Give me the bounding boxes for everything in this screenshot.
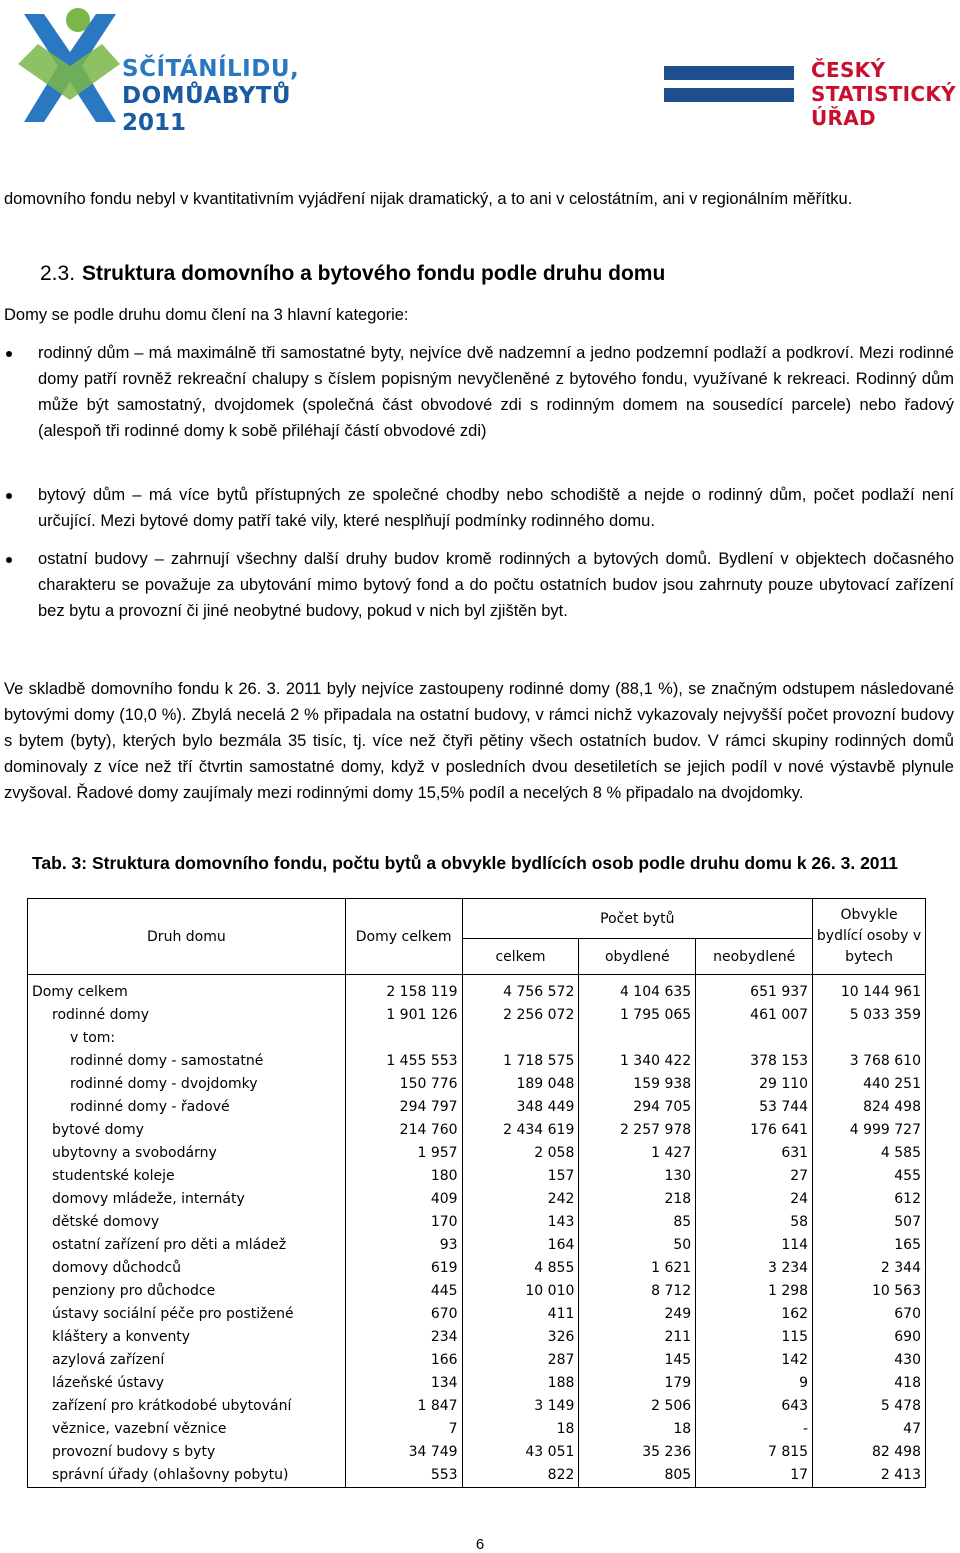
czso-logo <box>664 58 954 130</box>
census-x-icon <box>12 4 122 134</box>
row-label: domovy důchodců <box>28 1257 346 1280</box>
cell-value: 143 <box>462 1211 579 1234</box>
cell-value: 2 434 619 <box>462 1119 579 1142</box>
section-number: 2.3. <box>40 262 76 285</box>
row-label: lázeňské ústavy <box>28 1372 346 1395</box>
cell-value: 805 <box>579 1464 696 1488</box>
row-label: ostatní zařízení pro děti a mládež <box>28 1234 346 1257</box>
cell-value: 2 158 119 <box>345 975 462 1005</box>
table-row <box>28 1004 926 1027</box>
cell-value: 670 <box>813 1303 926 1326</box>
cell-value: 1 957 <box>345 1142 462 1165</box>
cell-value: 631 <box>696 1142 813 1165</box>
intro-paragraph: domovního fondu nebyl v kvantitativním vyjádření nijak dramatický, a to ani v celostátním, ani v regionálním měřítku. <box>4 190 853 208</box>
cell-value: 242 <box>462 1188 579 1211</box>
cell-value: 1 427 <box>579 1142 696 1165</box>
cell-value: 1 621 <box>579 1257 696 1280</box>
table-row <box>28 1073 926 1096</box>
table-row <box>28 1441 926 1464</box>
row-label: v tom: <box>28 1027 346 1050</box>
cell-value: 10 010 <box>462 1280 579 1303</box>
czso-line-1: ČESKÝ <box>811 58 886 82</box>
table-row <box>28 975 926 1005</box>
cell-value: 822 <box>462 1464 579 1488</box>
row-label: domovy mládeže, internáty <box>28 1188 346 1211</box>
cell-value: 214 760 <box>345 1119 462 1142</box>
cell-value: 165 <box>813 1234 926 1257</box>
cell-value: 234 <box>345 1326 462 1349</box>
cell-value: 294 705 <box>579 1096 696 1119</box>
bullet-dot-icon <box>6 493 12 499</box>
cell-value: 1 340 422 <box>579 1050 696 1073</box>
table-row <box>28 1096 926 1119</box>
cell-value: 824 498 <box>813 1096 926 1119</box>
table-row <box>28 1257 926 1280</box>
cell-value: 461 007 <box>696 1004 813 1027</box>
cell-value: 326 <box>462 1326 579 1349</box>
table-row <box>28 1027 926 1050</box>
cell-value: - <box>696 1418 813 1441</box>
row-label: věznice, vazební věznice <box>28 1418 346 1441</box>
cell-value: 10 144 961 <box>813 975 926 1005</box>
cell-value: 159 938 <box>579 1073 696 1096</box>
cell-value: 24 <box>696 1188 813 1211</box>
table-row <box>28 1395 926 1418</box>
row-label: rodinné domy - samostatné <box>28 1050 346 1073</box>
cell-value: 651 937 <box>696 975 813 1005</box>
bullet-item <box>38 482 954 534</box>
cell-value: 10 563 <box>813 1280 926 1303</box>
cell-value: 166 <box>345 1349 462 1372</box>
cell-value: 2 256 072 <box>462 1004 579 1027</box>
cell-value: 440 251 <box>813 1073 926 1096</box>
cell-value: 287 <box>462 1349 579 1372</box>
cell-value: 188 <box>462 1372 579 1395</box>
cell-value: 114 <box>696 1234 813 1257</box>
table-row <box>28 1142 926 1165</box>
cell-value: 3 149 <box>462 1395 579 1418</box>
cell-value: 7 <box>345 1418 462 1441</box>
row-label: rodinné domy - dvojdomky <box>28 1073 346 1096</box>
table-row <box>28 1280 926 1303</box>
row-label: azylová zařízení <box>28 1349 346 1372</box>
row-label: studentské koleje <box>28 1165 346 1188</box>
cell-value: 34 749 <box>345 1441 462 1464</box>
header-domy-celkem: Domy celkem <box>345 899 462 975</box>
row-label: rodinné domy <box>28 1004 346 1027</box>
header-neobydlene: neobydlené <box>696 939 813 975</box>
table-row <box>28 1372 926 1395</box>
cell-value: 4 756 572 <box>462 975 579 1005</box>
cell-value: 4 104 635 <box>579 975 696 1005</box>
cell-value: 170 <box>345 1211 462 1234</box>
table-row <box>28 1326 926 1349</box>
row-label: rodinné domy - řadové <box>28 1096 346 1119</box>
cell-value: 1 298 <box>696 1280 813 1303</box>
cell-value: 455 <box>813 1165 926 1188</box>
row-label: penziony pro důchodce <box>28 1280 346 1303</box>
cell-value: 1 795 065 <box>579 1004 696 1027</box>
cell-value: 142 <box>696 1349 813 1372</box>
table-row <box>28 1119 926 1142</box>
cell-value: 411 <box>462 1303 579 1326</box>
table-row <box>28 1165 926 1188</box>
row-label: bytové domy <box>28 1119 346 1142</box>
table-row <box>28 1303 926 1326</box>
row-label: správní úřady (ohlašovny pobytu) <box>28 1464 346 1488</box>
cell-value: 218 <box>579 1188 696 1211</box>
row-label: dětské domovy <box>28 1211 346 1234</box>
section-heading <box>40 262 665 286</box>
bullet-dot-icon <box>6 557 12 563</box>
row-label: ubytovny a svobodárny <box>28 1142 346 1165</box>
cell-value: 2 058 <box>462 1142 579 1165</box>
cell-value: 2 506 <box>579 1395 696 1418</box>
cell-value: 409 <box>345 1188 462 1211</box>
cell-value: 445 <box>345 1280 462 1303</box>
cell-value: 17 <box>696 1464 813 1488</box>
cell-value: 2 413 <box>813 1464 926 1488</box>
bullet-text: ostatní budovy – zahrnují všechny další druhy budov kromě rodinných a bytových domů. Bydlení v objektech dočasného charakteru se považuje za ubytování mimo bytový fond a do počtu ostatních budov jsou zahrnuty pouze ubytovací zařízení bez bytu a provozní či jiné neobytné budovy, pokud v nich byl zjištěn byt. <box>38 550 954 620</box>
cell-value: 612 <box>813 1188 926 1211</box>
cell-value: 157 <box>462 1165 579 1188</box>
cell-value: 1 718 575 <box>462 1050 579 1073</box>
cell-value: 176 641 <box>696 1119 813 1142</box>
header-obvykle: Obvykle bydlící osoby v bytech <box>813 899 926 975</box>
cell-value: 348 449 <box>462 1096 579 1119</box>
cell-value: 93 <box>345 1234 462 1257</box>
row-label: zařízení pro krátkodobé ubytování <box>28 1395 346 1418</box>
cell-value: 2 257 978 <box>579 1119 696 1142</box>
cell-value: 670 <box>345 1303 462 1326</box>
cell-value: 643 <box>696 1395 813 1418</box>
row-label: ústavy sociální péče pro postižené <box>28 1303 346 1326</box>
cell-value: 29 110 <box>696 1073 813 1096</box>
cell-value: 294 797 <box>345 1096 462 1119</box>
cell-value: 4 585 <box>813 1142 926 1165</box>
czso-line-2: STATISTICKÝ <box>811 82 956 106</box>
section-title: Struktura domovního a bytového fondu podle druhu domu <box>82 262 666 285</box>
bullet-item <box>38 546 954 624</box>
cell-value <box>696 1027 813 1050</box>
cell-value: 18 <box>462 1418 579 1441</box>
cell-value: 27 <box>696 1165 813 1188</box>
cell-value: 130 <box>579 1165 696 1188</box>
cell-value: 58 <box>696 1211 813 1234</box>
table-row <box>28 1418 926 1441</box>
bullet-text: bytový dům – má více bytů přístupných ze společné chodby nebo schodiště a nejde o rodinný dům, počet podlaží není určující. Mezi bytové domy patří také vily, které nesplňují podmínky rodinného domu. <box>38 486 954 530</box>
table-row <box>28 1234 926 1257</box>
table-row <box>28 1050 926 1073</box>
data-table <box>27 898 926 1488</box>
census-logo <box>12 4 300 136</box>
cell-value <box>579 1027 696 1050</box>
table-row <box>28 1188 926 1211</box>
logo-line-3: 2011 <box>122 110 187 136</box>
header-druh-domu: Druh domu <box>28 899 346 975</box>
cell-value <box>813 1027 926 1050</box>
cell-value: 1 901 126 <box>345 1004 462 1027</box>
cell-value: 7 815 <box>696 1441 813 1464</box>
czso-line-3: ÚŘAD <box>811 106 876 130</box>
cell-value: 5 033 359 <box>813 1004 926 1027</box>
cell-value: 53 744 <box>696 1096 813 1119</box>
cell-value: 690 <box>813 1326 926 1349</box>
cell-value: 145 <box>579 1349 696 1372</box>
cell-value: 1 455 553 <box>345 1050 462 1073</box>
cell-value <box>462 1027 579 1050</box>
cell-value: 378 153 <box>696 1050 813 1073</box>
cell-value: 134 <box>345 1372 462 1395</box>
cell-value: 5 478 <box>813 1395 926 1418</box>
cell-value: 4 855 <box>462 1257 579 1280</box>
cell-value: 47 <box>813 1418 926 1441</box>
cell-value: 1 847 <box>345 1395 462 1418</box>
bullet-dot-icon <box>6 351 12 357</box>
table-row <box>28 1211 926 1234</box>
cell-value: 82 498 <box>813 1441 926 1464</box>
cell-value: 18 <box>579 1418 696 1441</box>
cell-value: 418 <box>813 1372 926 1395</box>
cell-value: 164 <box>462 1234 579 1257</box>
cell-value: 249 <box>579 1303 696 1326</box>
cell-value: 35 236 <box>579 1441 696 1464</box>
cell-value: 211 <box>579 1326 696 1349</box>
cell-value: 189 048 <box>462 1073 579 1096</box>
cell-value: 430 <box>813 1349 926 1372</box>
cell-value: 180 <box>345 1165 462 1188</box>
bullet-item <box>38 340 954 444</box>
cell-value: 3 234 <box>696 1257 813 1280</box>
cell-value: 115 <box>696 1326 813 1349</box>
cell-value: 9 <box>696 1372 813 1395</box>
table-caption: Tab. 3: Struktura domovního fondu, počtu bytů a obvykle bydlících osob podle druhu domu k 26. 3. 2011 <box>32 853 899 873</box>
bullet-text: rodinný dům – má maximálně tři samostatné byty, nejvíce dvě nadzemní a jedno podzemní podlaží a podkroví. Mezi rodinné domy patří rovněž rekreační chalupy s číslem popisným nevyčleněné z bytového fondu, využívané k rekreaci. Rodinný dům může být samostatný, dvojdomek (společná část obvodové zdi s rodinným domem na sousedící parcele) nebo řadový (alespoň tři rodinné domy k sobě přiléhají částí obvodové zdi) <box>38 344 954 440</box>
cell-value: 179 <box>579 1372 696 1395</box>
logo-line-2: DOMŮABYTŮ <box>122 83 292 109</box>
header-obydlene: obydlené <box>579 939 696 975</box>
logo-bar <box>664 88 794 102</box>
cell-value: 3 768 610 <box>813 1050 926 1073</box>
cell-value: 85 <box>579 1211 696 1234</box>
cell-value: 43 051 <box>462 1441 579 1464</box>
cell-value: 162 <box>696 1303 813 1326</box>
row-label: Domy celkem <box>28 975 346 1005</box>
section-lead: Domy se podle druhu domu člení na 3 hlavní kategorie: <box>4 306 409 324</box>
table-row <box>28 1464 926 1488</box>
cell-value: 619 <box>345 1257 462 1280</box>
cell-value: 507 <box>813 1211 926 1234</box>
logo-line-1: SČÍTÁNÍLIDU, <box>122 56 300 82</box>
table-row <box>28 1349 926 1372</box>
summary-paragraph: Ve skladbě domovního fondu k 26. 3. 2011 byly nejvíce zastoupeny rodinné domy (88,1 %), se značným odstupem následované bytovými domy (10,0 %). Zbylá necelá 2 % připadala na ostatní budovy, v rámci nichž vykazovaly nejvyšší počet provozní budovy s bytem (byty), kterých bylo bezmála 35 tisíc, tj. více než čtyři pětiny všech ostatních budov. V rámci skupiny rodinných domů dominovaly z více než tří čtvrtin samostatné domy, když v posledních dvou desetiletích se jejich podíl v nové výstavbě plynule zvyšoval. Řadové domy zaujímaly mezi rodinnými domy 15,5% podíl a necelých 8 % připadalo na dvojdomky. <box>4 680 954 802</box>
cell-value: 4 999 727 <box>813 1119 926 1142</box>
cell-value <box>345 1027 462 1050</box>
cell-value: 2 344 <box>813 1257 926 1280</box>
cell-value: 50 <box>579 1234 696 1257</box>
logo-bar <box>664 66 794 80</box>
page-number: 6 <box>475 1536 485 1553</box>
cell-value: 553 <box>345 1464 462 1488</box>
row-label: kláštery a konventy <box>28 1326 346 1349</box>
row-label: provozní budovy s byty <box>28 1441 346 1464</box>
header-pocet-bytu: Počet bytů <box>462 899 812 939</box>
cell-value: 150 776 <box>345 1073 462 1096</box>
cell-value: 8 712 <box>579 1280 696 1303</box>
header-celkem: celkem <box>462 939 579 975</box>
